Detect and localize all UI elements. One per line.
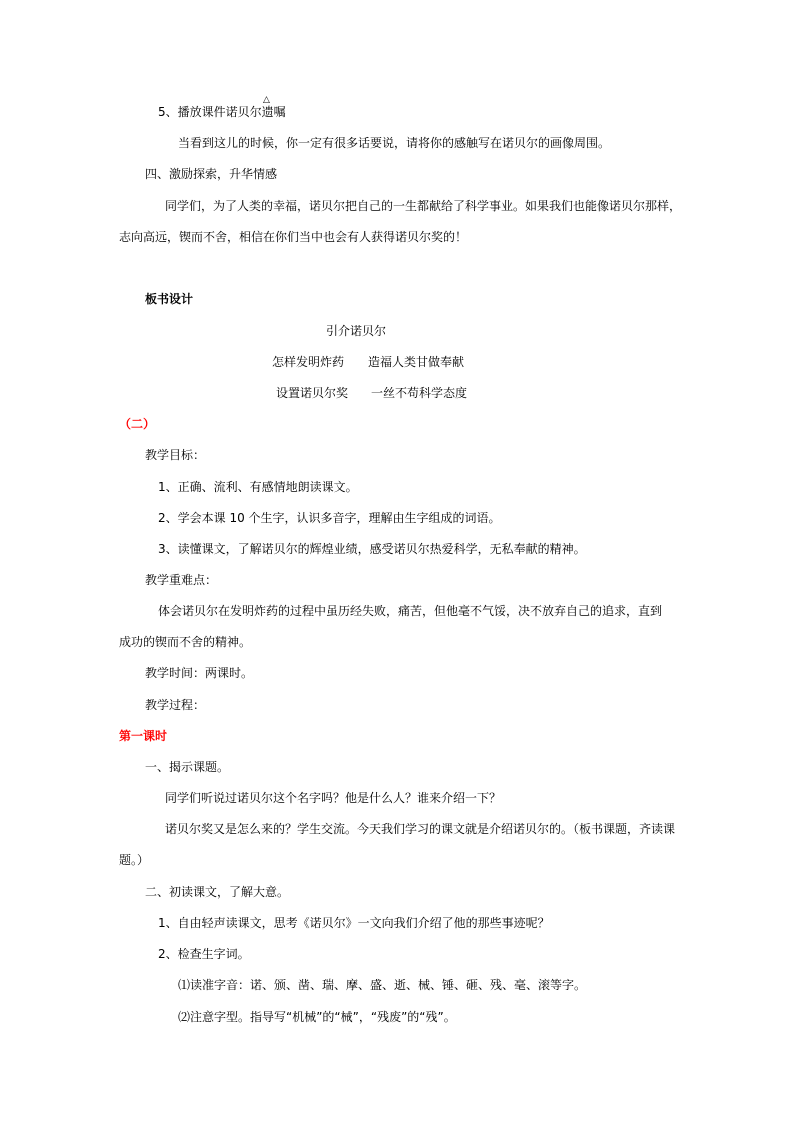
section-two-heading: （二） (119, 417, 156, 431)
step-5-play-will: 5、播放课件诺贝尔遗嘱 (158, 105, 286, 119)
triangle-mark: △ (263, 95, 270, 105)
paragraph-line: 成功的锲而不舍的精神。 (119, 635, 252, 649)
paragraph-line: 当看到这儿的时候，你一定有很多话要说，请将你的感触写在诺贝尔的画像周围。 (178, 136, 611, 150)
board-item: 怎样发明炸药 (272, 355, 345, 369)
sub-step-detail: ⑴读准字音：诺、颁、凿、瑞、摩、盛、逝、械、锤、砸、残、毫、滚等字。 (178, 978, 587, 992)
paragraph-line: 体会诺贝尔在发明炸药的过程中虽历经失败，痛苦，但他毫不气馁，决不放弃自己的追求，直到 (158, 604, 663, 618)
paragraph-line: 题。） (119, 853, 150, 867)
paragraph-line: 同学们听说过诺贝尔这个名字吗？他是什么人？谁来介绍一下？ (165, 791, 502, 805)
step-heading-1: 一、揭示课题。 (145, 760, 230, 774)
paragraph-line: 诺贝尔奖又是怎么来的？学生交流。今天我们学习的课文就是介绍诺贝尔的。（板书课题，齐读课 (165, 822, 676, 836)
board-design-heading: 板书设计 (145, 292, 194, 306)
teaching-time: 教学时间：两课时。 (145, 666, 254, 680)
section-heading-4: 四、激励探索，升华情感 (145, 167, 278, 181)
goals-heading: 教学目标： (145, 448, 206, 462)
paragraph-line: 同学们，为了人类的幸福，诺贝尔把自己的一生都献给了科学事业。如果我们也能像诺贝尔那样， (165, 199, 682, 213)
board-item: 造福人类甘做奉献 (368, 355, 465, 369)
goal-item: 2、学会本课 10 个生字，认识多音字，理解由生字组成的词语。 (158, 511, 501, 525)
first-lesson-heading: 第一课时 (119, 729, 168, 743)
board-item: 一丝不苟科学态度 (371, 386, 468, 400)
key-points-heading: 教学重难点： (145, 573, 218, 587)
sub-step: 2、检查生字词。 (158, 947, 250, 961)
board-title: 引介诺贝尔 (326, 324, 387, 338)
step-heading-2: 二、初读课文，了解大意。 (145, 885, 290, 899)
teaching-process-heading: 教学过程： (145, 698, 206, 712)
goal-item: 1、正确、流利、有感情地朗读课文。 (158, 480, 358, 494)
goal-item: 3、读懂课文，了解诺贝尔的辉煌业绩，感受诺贝尔热爱科学，无私奉献的精神。 (158, 542, 586, 556)
board-item: 设置诺贝尔奖 (276, 386, 349, 400)
sub-step: 1、自由轻声读课文，思考《诺贝尔》一文向我们介绍了他的那些事迹呢？ (158, 916, 550, 930)
sub-step-detail: ⑵注意字型。指导写“机械”的“械”，“残废”的“残”。 (178, 1010, 456, 1024)
paragraph-line: 志向高远，锲而不舍，相信在你们当中也会有人获得诺贝尔奖的！ (119, 230, 468, 244)
